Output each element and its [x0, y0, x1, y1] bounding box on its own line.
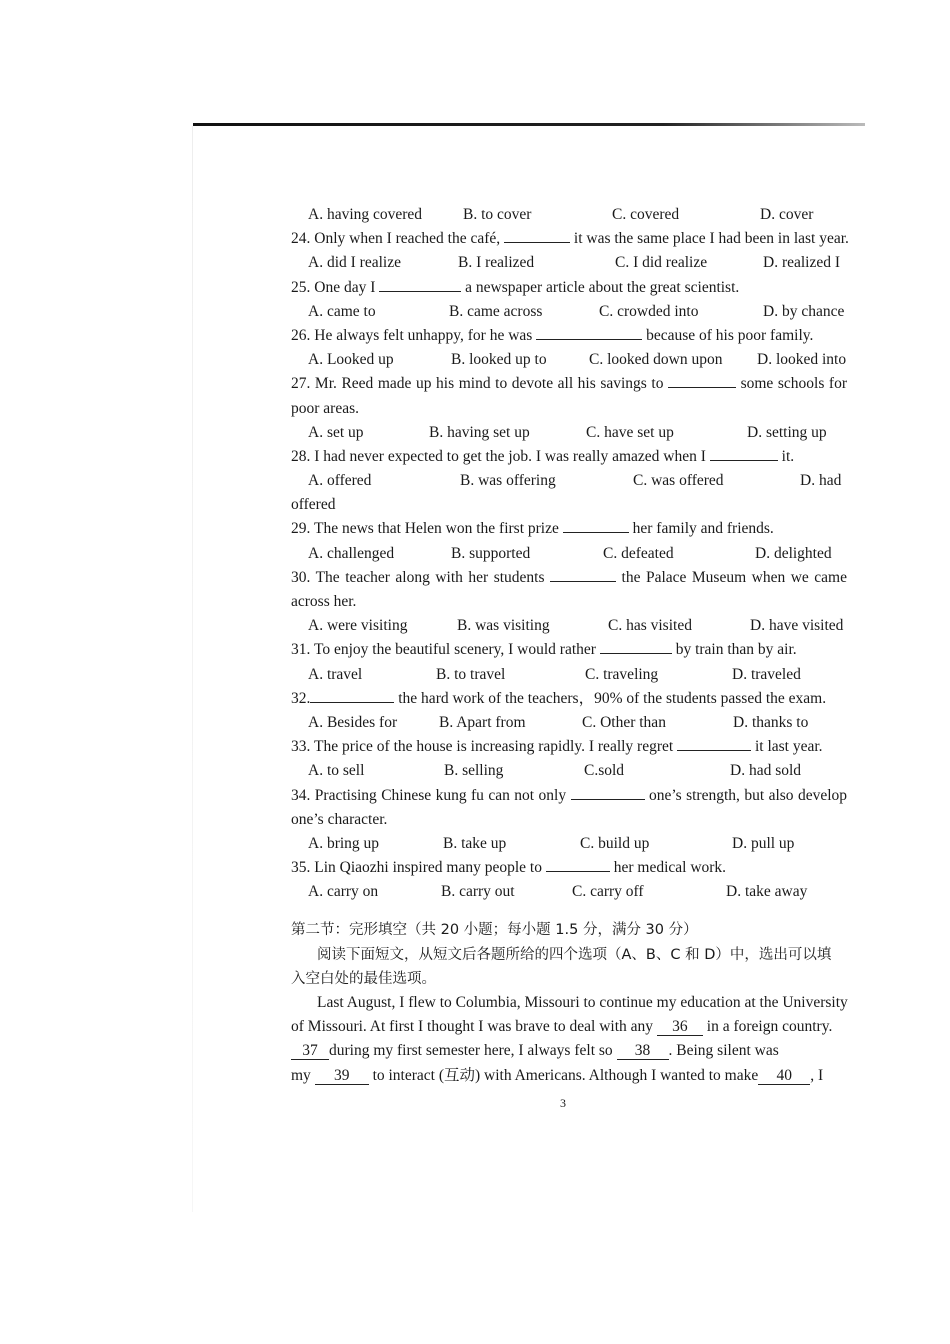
section-heading: 第二节：完形填空（共 20 小题；每小题 1.5 分，满分 30 分） — [291, 922, 698, 939]
option-d: D. realized I — [763, 254, 841, 272]
passage-line-3: 37 during my first semester here, I always felt so 38 . Being silent was — [291, 1039, 847, 1063]
cloze-blank-38: 38 — [617, 1043, 669, 1060]
option-d: D. setting up — [747, 423, 827, 441]
question-30: 30. The teacher along with her students the Palace Museum when we came — [291, 566, 847, 590]
options-q23 — [291, 203, 847, 227]
option-c: C. build up — [580, 834, 650, 852]
option-a: A. having covered — [308, 206, 423, 223]
question-28: 28. I had never expected to get the job. I was really amazed when I it. — [291, 445, 847, 469]
question-list — [291, 203, 847, 1088]
answer-blank — [310, 687, 394, 703]
option-a: A. challenged — [308, 544, 395, 562]
option-d: D. have visited — [750, 617, 844, 635]
option-c: C. I did realize — [615, 254, 708, 272]
option-b: B. Apart from — [439, 713, 526, 731]
option-c: C. covered — [612, 206, 680, 223]
answer-blank — [550, 566, 616, 582]
options-q26 — [291, 348, 847, 372]
question-33: 33. The price of the house is increasing rapidly. I really regret it last year. — [291, 735, 847, 759]
answer-blank — [571, 784, 645, 800]
option-b: B. supported — [451, 544, 531, 562]
cloze-blank-37: 37 — [291, 1043, 329, 1060]
options-q31 — [291, 663, 847, 687]
option-b: B. was visiting — [457, 617, 550, 635]
option-d: D. looked into — [757, 351, 847, 369]
cloze-blank-39: 39 — [315, 1068, 369, 1085]
answer-blank — [504, 227, 570, 243]
option-d: D. had sold — [730, 762, 802, 780]
option-b: B. carry out — [441, 883, 515, 901]
option-c: C. defeated — [603, 544, 674, 562]
question-25: 25. One day I a newspaper article about the great scientist. — [291, 276, 847, 300]
answer-blank — [536, 324, 642, 340]
question-27-cont: poor areas. — [291, 399, 359, 417]
option-a: A. set up — [308, 423, 364, 441]
question-24: 24. Only when I reached the café, it was the same place I had been in last year. — [291, 227, 847, 251]
header-rule — [193, 123, 865, 126]
page-edge — [192, 126, 193, 1212]
options-q29 — [291, 542, 847, 566]
option-a: A. to sell — [308, 762, 365, 780]
option-b: B. selling — [444, 762, 504, 780]
option-c: C. traveling — [585, 665, 659, 683]
option-c: C. carry off — [572, 883, 644, 901]
option-a: A. bring up — [308, 834, 380, 852]
option-a: A. did I realize — [308, 254, 401, 272]
option-b: B. to travel — [436, 665, 506, 683]
passage-line-4: my 39 to interact (互动) with Americans. Although I wanted to make 40 , I — [291, 1066, 824, 1084]
answer-blank — [600, 638, 672, 654]
options-q35 — [291, 880, 847, 904]
option-b: B. looked up to — [451, 351, 547, 369]
passage-line-1: Last August, I flew to Columbia, Missouri to continue my education at the University — [317, 994, 848, 1011]
answer-blank — [546, 856, 610, 872]
option-c: C. looked down upon — [589, 351, 723, 369]
option-b: B. to cover — [463, 206, 532, 223]
option-c: C. Other than — [582, 713, 666, 731]
question-35: 35. Lin Qiaozhi inspired many people to her medical work. — [291, 856, 847, 880]
option-d: D. delighted — [755, 544, 832, 562]
option-a: A. came to — [308, 302, 376, 320]
option-c: C. have set up — [586, 423, 674, 441]
answer-blank — [710, 445, 778, 461]
option-a: A. Besides for — [308, 713, 398, 731]
answer-blank — [563, 517, 629, 533]
option-b: B. take up — [443, 834, 507, 852]
section-instruction-cont: 入空白处的最佳选项。 — [291, 970, 436, 987]
cloze-blank-36: 36 — [657, 1019, 703, 1036]
answer-blank — [379, 276, 461, 292]
passage-line-2: of Missouri. At first I thought I was brave to deal with any 36 in a foreign country. — [291, 1018, 833, 1036]
option-d: D. by chance — [763, 302, 845, 320]
options-q25 — [291, 300, 847, 324]
page-number: 3 — [560, 1096, 566, 1110]
option-d: D. take away — [726, 883, 808, 901]
cloze-blank-40: 40 — [758, 1068, 810, 1085]
option-a: A. were visiting — [308, 617, 408, 635]
question-32: 32. the hard work of the teachers，90% of the students passed the exam. — [291, 687, 847, 711]
question-26: 26. He always felt unhappy, for he was because of his poor family. — [291, 324, 847, 348]
option-b: B. having set up — [429, 423, 530, 441]
option-b: B. came across — [449, 302, 543, 320]
option-d: D. had — [800, 472, 842, 490]
question-34-cont: one’s character. — [291, 810, 388, 828]
option-b: B. was offering — [460, 472, 556, 490]
option-c: C. was offered — [633, 472, 724, 490]
question-34: 34. Practising Chinese kung fu can not only one’s strength, but also develop — [291, 784, 847, 808]
option-c: C.sold — [584, 762, 625, 780]
question-28-cont: offered — [291, 496, 336, 514]
option-c: C. has visited — [608, 617, 692, 635]
options-q34 — [291, 832, 847, 856]
option-d: D. thanks to — [733, 713, 809, 731]
option-b: B. I realized — [458, 254, 535, 272]
options-q33 — [291, 759, 847, 783]
option-a: A. offered — [308, 472, 372, 490]
options-q32 — [291, 711, 847, 735]
options-q30 — [291, 614, 847, 638]
option-d: D. pull up — [732, 834, 795, 852]
option-d: D. traveled — [732, 665, 801, 683]
options-q24 — [291, 251, 847, 275]
answer-blank — [668, 372, 736, 388]
option-a: A. Looked up — [308, 351, 394, 369]
options-q28 — [291, 469, 847, 493]
question-30-cont: across her. — [291, 593, 357, 610]
answer-blank — [677, 735, 751, 751]
question-27: 27. Mr. Reed made up his mind to devote all his savings to some schools for — [291, 372, 847, 396]
options-q27 — [291, 421, 847, 445]
option-d: D. cover — [760, 206, 814, 223]
option-a: A. carry on — [308, 883, 379, 901]
option-a: A. travel — [308, 665, 363, 683]
question-29: 29. The news that Helen won the first prize her family and friends. — [291, 517, 847, 541]
section-instruction: 阅读下面短文，从短文后各题所给的四个选项（A、B、C 和 D）中，选出可以填 — [317, 946, 832, 963]
option-c: C. crowded into — [599, 302, 699, 320]
question-31: 31. To enjoy the beautiful scenery, I would rather by train than by air. — [291, 638, 847, 662]
